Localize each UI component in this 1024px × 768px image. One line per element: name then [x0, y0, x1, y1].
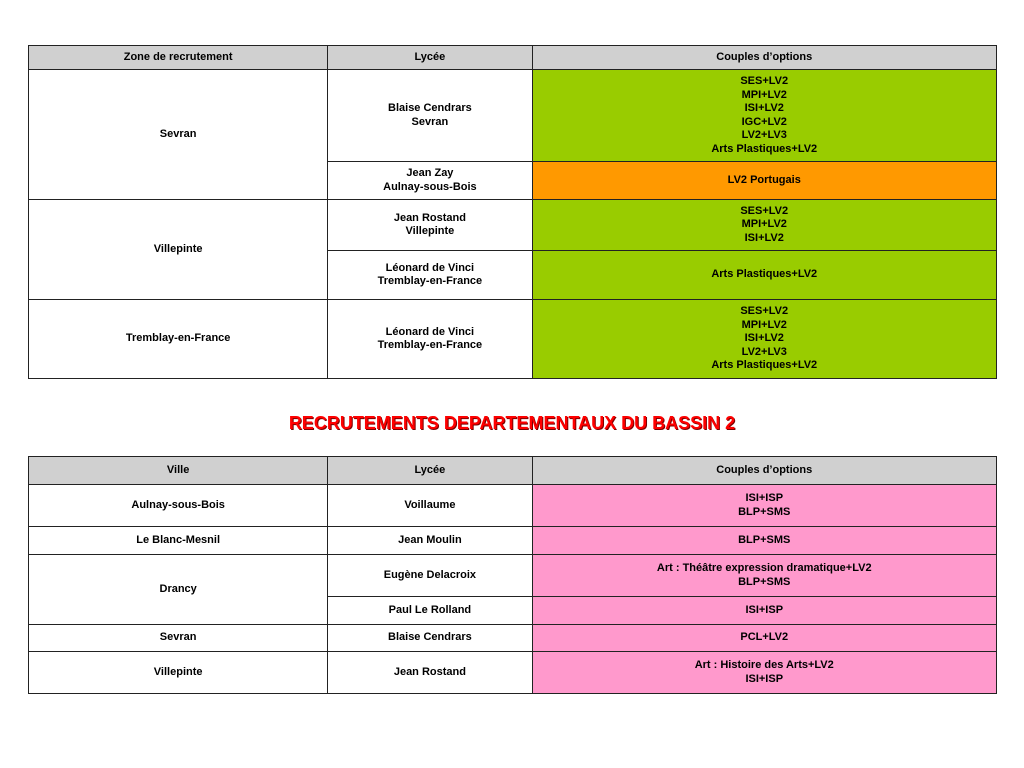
- ville-cell: Le Blanc-Mesnil: [29, 527, 328, 555]
- options-cell: [532, 300, 997, 379]
- options-cell: [532, 485, 997, 527]
- lycee-city: Tremblay-en-France: [377, 275, 483, 287]
- section-title: RECRUTEMENTS DEPARTEMENTAUX DU BASSIN 2: [288, 413, 736, 433]
- options-cell: [532, 162, 997, 200]
- header-options: Couples d’options: [532, 457, 997, 485]
- option: LV2 Portugais: [727, 173, 801, 186]
- options-cell: [532, 597, 997, 625]
- lycee-city: Tremblay-en-France: [377, 339, 483, 351]
- table-row: [29, 652, 997, 694]
- options-cell: [532, 527, 997, 555]
- lycee-cell: [328, 162, 532, 200]
- option: LV2+LV3: [741, 345, 787, 358]
- options-cell: [532, 625, 997, 652]
- table-header-row: [29, 457, 997, 485]
- option: MPI+LV2: [741, 318, 787, 331]
- ville-cell: Sevran: [29, 625, 328, 652]
- lycee-cell: [328, 251, 532, 300]
- option: PCL+LV2: [740, 631, 789, 644]
- header-zone: Zone de recrutement: [29, 46, 328, 70]
- zone-cell: Tremblay-en-France: [29, 300, 328, 379]
- options-cell: [532, 555, 997, 597]
- lycee-city: Aulnay-sous-Bois: [383, 180, 477, 193]
- option: Art : Théâtre expression dramatique+LV2: [656, 562, 872, 574]
- table-recrutements-departementaux: [28, 456, 997, 694]
- lycee-name: Léonard de Vinci: [385, 261, 475, 274]
- option: MPI+LV2: [741, 218, 787, 231]
- lycee-cell: Voillaume: [328, 485, 532, 527]
- option: SES+LV2: [740, 305, 789, 318]
- option: ISI+LV2: [744, 231, 784, 244]
- header-ville: Ville: [29, 457, 328, 485]
- option: BLP+SMS: [738, 575, 791, 588]
- option: MPI+LV2: [741, 88, 787, 101]
- option: Arts Plastiques+LV2: [711, 142, 818, 155]
- header-options: Couples d’options: [532, 46, 997, 70]
- lycee-cell: [328, 200, 532, 251]
- zone-cell: Sevran: [29, 70, 328, 200]
- lycee-city: Sevran: [411, 115, 449, 128]
- lycee-name: Léonard de Vinci: [385, 325, 475, 338]
- lycee-city: Villepinte: [405, 225, 455, 237]
- table-row: [29, 300, 997, 379]
- ville-cell: Villepinte: [29, 652, 328, 694]
- lycee-name: Jean Zay: [406, 167, 454, 179]
- option: Arts Plastiques+LV2: [711, 359, 818, 372]
- lycee-name: Blaise Cendrars: [388, 102, 472, 114]
- ville-cell: Aulnay-sous-Bois: [29, 485, 328, 527]
- table-row: [29, 70, 997, 162]
- table-row: [29, 555, 997, 597]
- lycee-cell: Paul Le Rolland: [328, 597, 532, 625]
- table-header-row: [29, 46, 997, 70]
- lycee-cell: [328, 70, 532, 162]
- ville-cell: Drancy: [29, 555, 328, 625]
- option: SES+LV2: [740, 75, 789, 87]
- lycee-cell: [328, 300, 532, 379]
- lycee-cell: Jean Rostand: [328, 652, 532, 694]
- option: ISI+ISP: [745, 603, 784, 616]
- table-row: [29, 527, 997, 555]
- lycee-cell: Eugène Delacroix: [328, 555, 532, 597]
- options-cell: [532, 200, 997, 251]
- option: BLP+SMS: [738, 505, 791, 518]
- option: IGC+LV2: [741, 115, 787, 128]
- lycee-cell: Jean Moulin: [328, 527, 532, 555]
- option: Arts Plastiques+LV2: [711, 268, 818, 281]
- options-cell: [532, 652, 997, 694]
- option: Art : Histoire des Arts+LV2: [694, 659, 834, 671]
- lycee-name: Jean Rostand: [393, 211, 466, 224]
- table-row: [29, 485, 997, 527]
- header-lycee: Lycée: [328, 457, 532, 485]
- table-row: [29, 625, 997, 652]
- option: BLP+SMS: [738, 533, 791, 546]
- options-cell: [532, 70, 997, 162]
- table-recrutement-options: [28, 45, 997, 379]
- header-lycee: Lycée: [328, 46, 532, 70]
- lycee-cell: Blaise Cendrars: [328, 625, 532, 652]
- option: ISI+ISP: [745, 492, 784, 504]
- options-cell: [532, 251, 997, 300]
- option: LV2+LV3: [741, 129, 787, 141]
- option: ISI+ISP: [745, 672, 784, 685]
- table-row: [29, 200, 997, 251]
- option: SES+LV2: [740, 204, 789, 217]
- option: ISI+LV2: [744, 102, 784, 114]
- zone-cell: Villepinte: [29, 200, 328, 300]
- option: ISI+LV2: [744, 332, 784, 345]
